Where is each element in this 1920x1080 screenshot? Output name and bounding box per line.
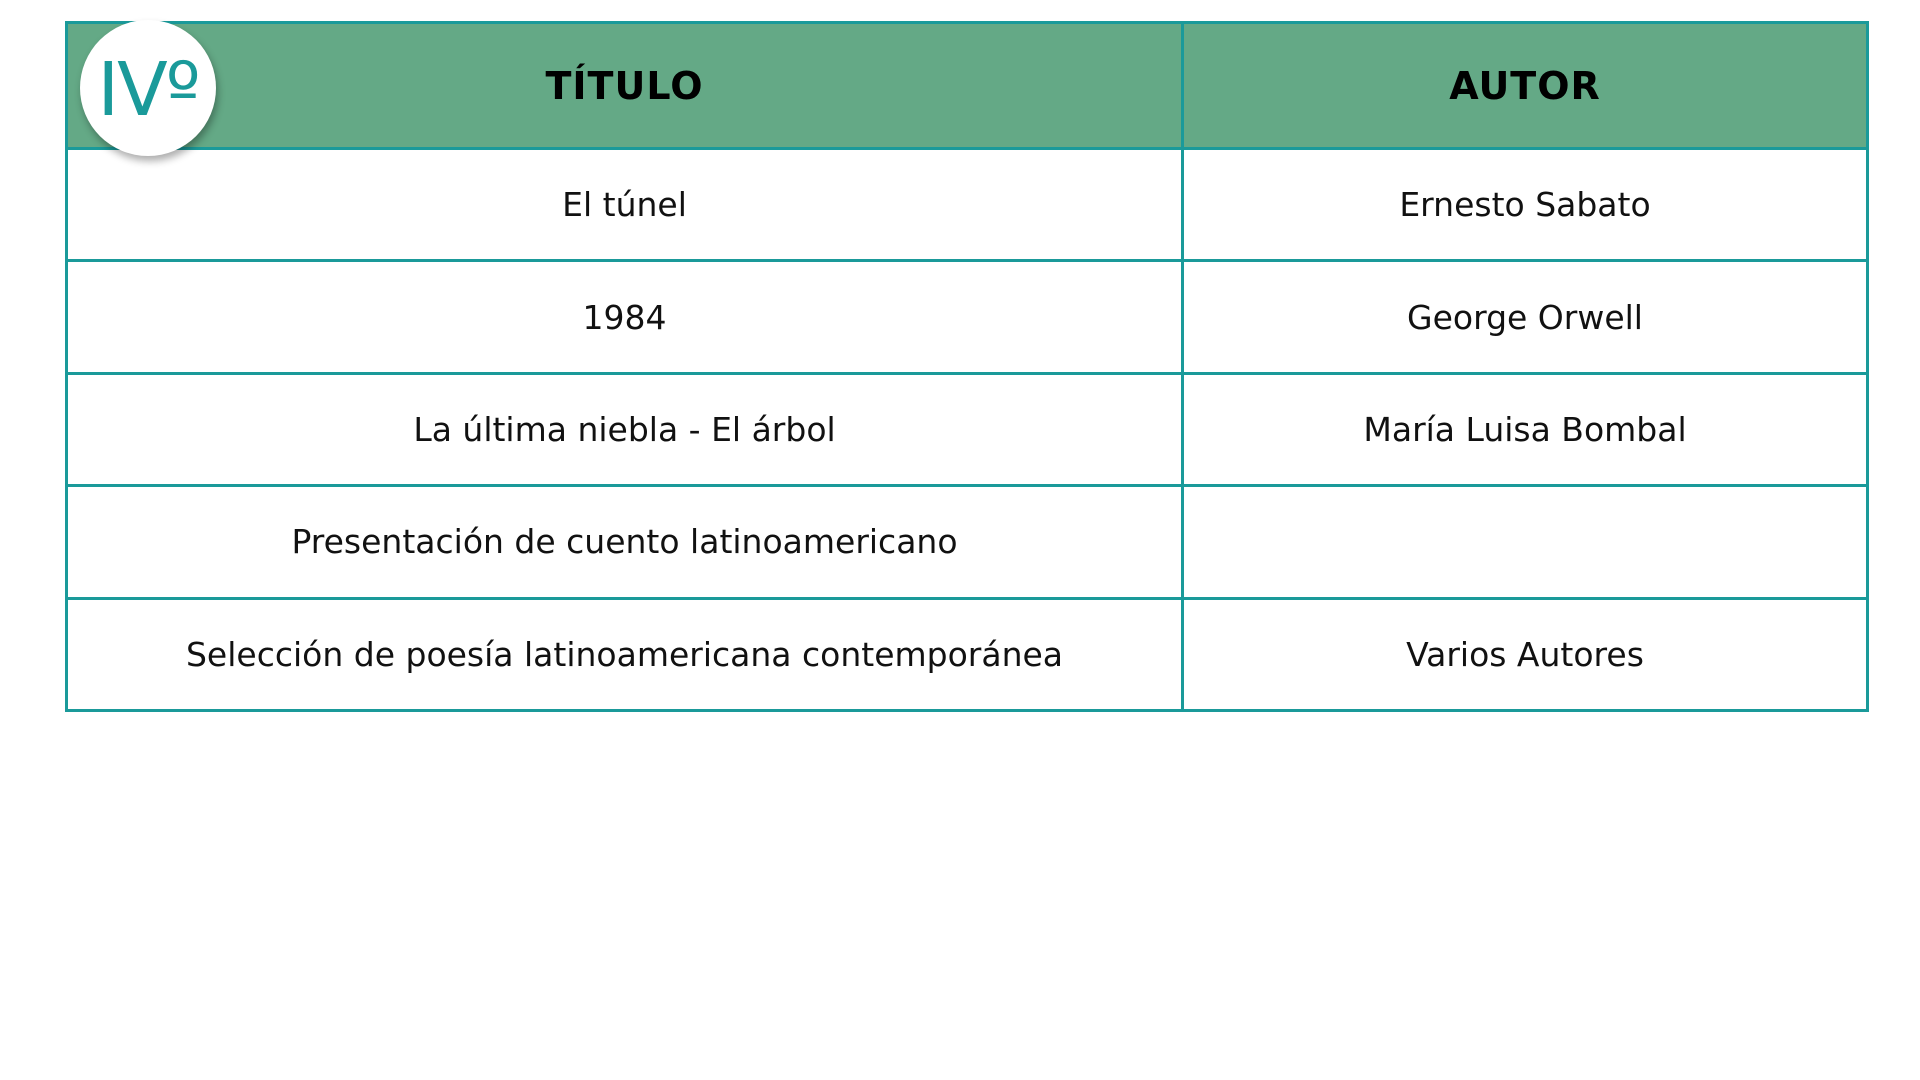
book-title-cell: Selección de poesía latinoamericana contemporánea bbox=[67, 598, 1183, 710]
column-header-author: AUTOR bbox=[1183, 23, 1868, 149]
book-author-cell: George Orwell bbox=[1183, 261, 1868, 373]
book-author-cell: Ernesto Sabato bbox=[1183, 149, 1868, 261]
book-author-cell: María Luisa Bombal bbox=[1183, 373, 1868, 485]
table-row bbox=[67, 486, 1868, 598]
grade-level-badge bbox=[80, 20, 216, 156]
reading-list-table bbox=[65, 21, 1869, 712]
book-title-cell: El túnel bbox=[67, 149, 1183, 261]
book-author-cell bbox=[1183, 486, 1868, 598]
table-header-row bbox=[67, 23, 1868, 149]
table-row bbox=[67, 261, 1868, 373]
column-header-title: TÍTULO bbox=[67, 23, 1183, 149]
table-row bbox=[67, 373, 1868, 485]
book-title-cell: La última niebla - El árbol bbox=[67, 373, 1183, 485]
book-title-cell: 1984 bbox=[67, 261, 1183, 373]
book-author-cell: Varios Autores bbox=[1183, 598, 1868, 710]
grade-level-label: IVº bbox=[97, 47, 199, 133]
book-title-cell: Presentación de cuento latinoamericano bbox=[67, 486, 1183, 598]
table-row bbox=[67, 598, 1868, 710]
table-row bbox=[67, 149, 1868, 261]
